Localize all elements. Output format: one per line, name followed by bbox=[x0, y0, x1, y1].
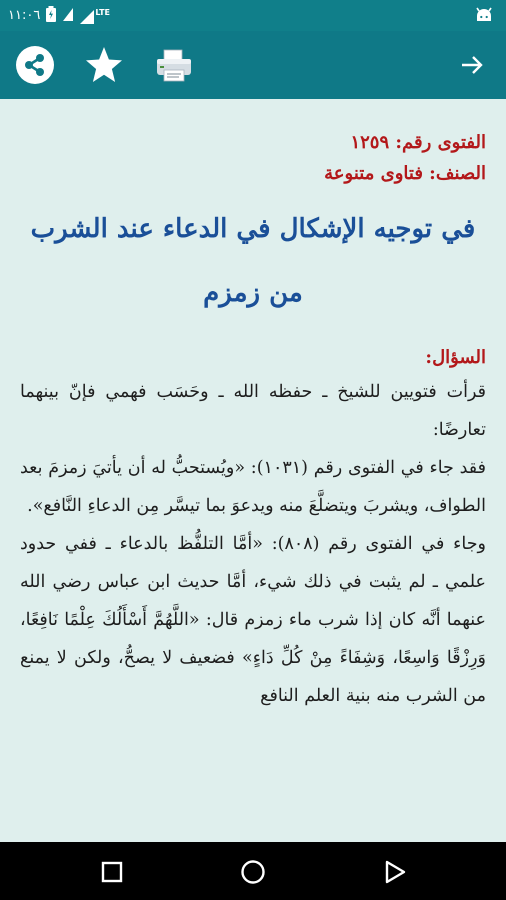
network-type: LTE bbox=[95, 7, 111, 17]
question-paragraph: وجاء في الفتوى رقم (٨٠٨): «أمَّا التلفُّظ بالدعاء ـ ففي حدود علمي ـ لم يثبت في ذلك شيء، أمَّا حديث ابن عباس رضي الله عنهما أنَّه كان إذا شرب ماء زمزم قال: «اللَّهُمَّ أَسْأَلُكَ عِلْمًا نَافِعًا، وَرِزْقًا وَاسِعًا، وَشِفَاءً مِنْ كُلِّ دَاءٍ» فضعيف لا يصحُّ، ولكن لا يمنع من الشرب منه بنية العلم النافع bbox=[20, 534, 487, 706]
battery-icon bbox=[46, 6, 56, 26]
question-paragraph: فقد جاء في الفتوى رقم (١٠٣١): «ويُستحبُّ له أن يأتيَ زمزمَ بعد الطواف، ويشربَ ويتضلَّعَ منه ويدعوَ بما تيسَّر مِن الدعاءِ النَّافع». bbox=[20, 458, 487, 516]
fatwa-category: الصنف: فتاوى متنوعة bbox=[324, 163, 486, 184]
question-label: السؤال: bbox=[425, 347, 486, 368]
signal-icon bbox=[80, 8, 110, 24]
navigation-bar bbox=[0, 842, 506, 900]
home-icon[interactable] bbox=[235, 854, 271, 890]
android-icon bbox=[474, 5, 494, 29]
toolbar bbox=[0, 31, 506, 99]
status-time: ١١:٠٦ bbox=[8, 8, 41, 23]
fatwa-title: في توجيه الإشكال في الدعاء عند الشرب من زمزم bbox=[30, 214, 476, 308]
share-icon[interactable] bbox=[15, 45, 55, 85]
question-paragraph: قرأت فتويين للشيخ ـ حفظه الله ـ وحَسَب فهمي فإنّ بينهما تعارضًا: bbox=[20, 382, 486, 440]
status-left bbox=[8, 0, 110, 31]
status-bar bbox=[0, 0, 506, 31]
fatwa-body bbox=[0, 99, 506, 715]
star-icon[interactable] bbox=[84, 45, 124, 85]
print-icon[interactable] bbox=[154, 45, 194, 85]
charging-icon bbox=[62, 6, 74, 26]
fatwa-content[interactable] bbox=[0, 99, 506, 842]
back-arrow-icon[interactable] bbox=[452, 45, 492, 85]
recents-icon[interactable] bbox=[94, 854, 130, 890]
back-icon[interactable] bbox=[377, 854, 413, 890]
fatwa-number: الفتوى رقم: ١٢٥٩ bbox=[350, 132, 486, 153]
